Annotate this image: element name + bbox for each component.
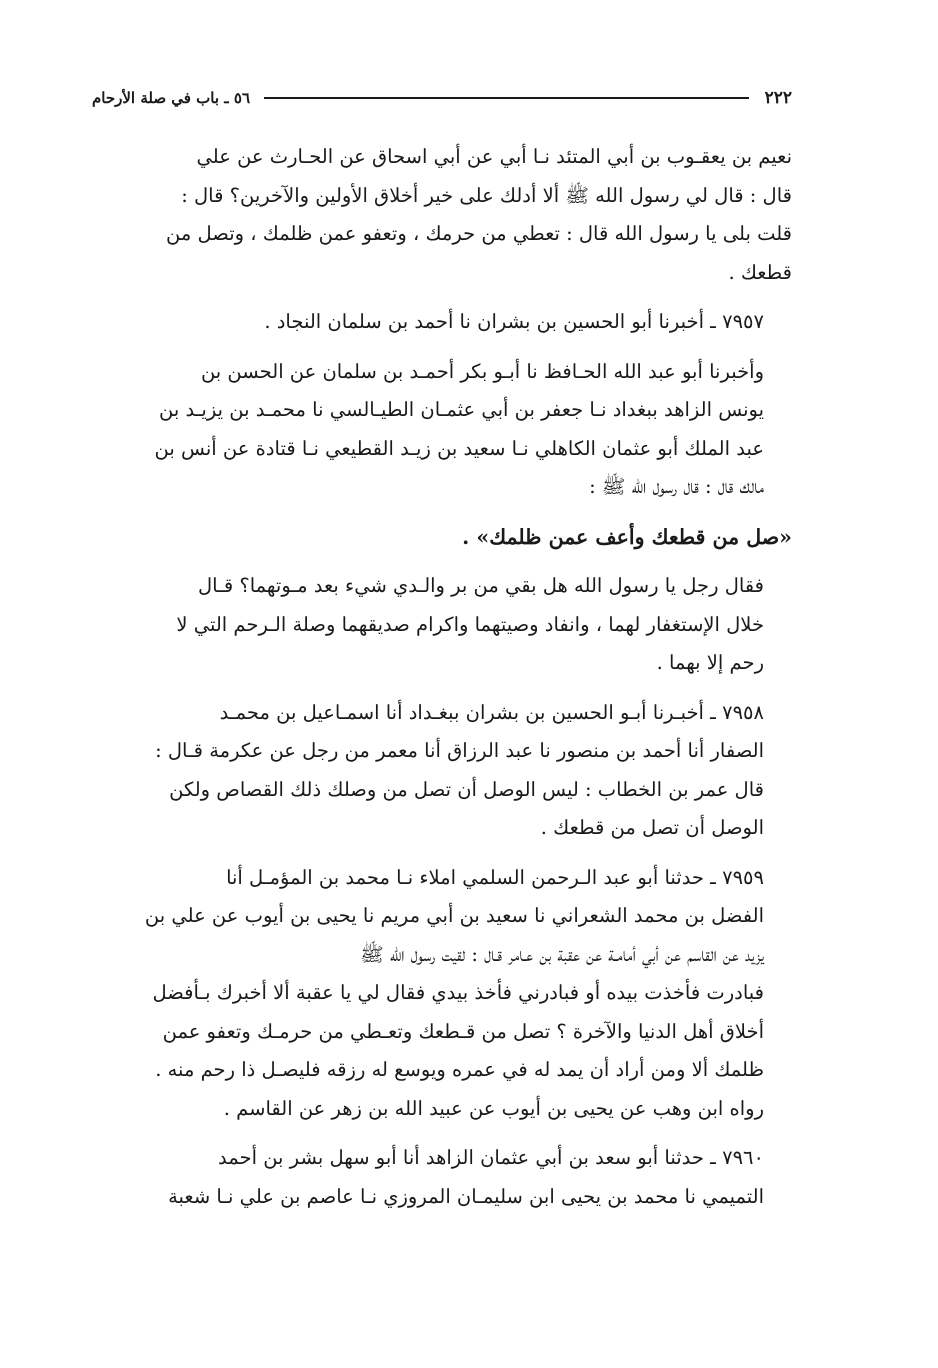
paragraph-7960 xyxy=(92,1139,792,1216)
text-line: الفضل بن محمد الشعراني نا سعيد بن أبي مريم نا يحيى بن أيوب عن علي بن xyxy=(144,904,764,927)
header-rule xyxy=(264,97,749,99)
text-line: يونس الزاهد ببغداد نـا جعفر بن أبي عثمـان الطيـالسي نا محمـد بن يزيـد بن xyxy=(159,398,764,421)
text-line: ظلمك ألا ومن أراد أن يمد له في عمره ويوسع له رزقه فليصـل ذا رحم منه . xyxy=(155,1058,764,1081)
running-header xyxy=(92,82,792,114)
paragraph-isnad xyxy=(92,353,792,507)
text-line: الوصل أن تصل من قطعك . xyxy=(540,816,764,839)
text-line: نعيم بن يعقـوب بن أبي المتئد نـا أبي عن أبي اسحاق عن الحـارث عن علي xyxy=(196,145,792,168)
text-line: ٧٩٥٩ ـ حدثنا أبو عبد الـرحمن السلمي املاء نـا محمد بن المؤمـل أنا xyxy=(226,865,764,889)
text-line: قال عمر بن الخطاب : ليس الوصل أن تصل من وصلك ذلك القصاص ولكن xyxy=(169,777,764,801)
hadith-quote xyxy=(92,518,792,557)
page-number: ٢٢٢ xyxy=(764,88,792,108)
text-line: خلال الإستغفار لهما ، وانفاد وصيتهما واكرام صديقهما وصلة الـرحم التي لا xyxy=(176,612,764,636)
text-line: «صل من قطعك وأعف عمن ظلمك» . xyxy=(462,524,792,549)
chapter-title: ٥٦ ـ باب في صلة الأرحام xyxy=(92,89,251,107)
text-line: يزيد عن القاسم عن أبي أمامـة عن عقبة بن عـامر قـال : لقيت رسول الله ﷺ xyxy=(360,942,764,966)
text-line: عبد الملك أبو عثمان الكاهلي نـا سعيد بن زيـد القطيعي نـا قتادة عن أنس بن xyxy=(154,436,764,460)
text-line: ٧٩٥٨ ـ أخبـرنا أبـو الحسين بن بشران ببغـداد أنا اسمـاعيل بن محمـد xyxy=(219,700,764,724)
text-line: رواه ابن وهب عن يحيى بن أيوب عن عبيد الله بن زهر عن القاسم . xyxy=(223,1096,764,1120)
text-line: مالك قال : قال رسول الله ﷺ : xyxy=(589,475,764,498)
paragraph-continuation xyxy=(92,138,792,292)
text-line: قال : قال لي رسول الله ﷺ ألا أدلك على خير أخلاق الأولين والآخرين؟ قال : xyxy=(181,183,792,207)
text-line: رحم إلا بهما . xyxy=(656,651,764,674)
text-line: التميمي نا محمد بن يحيى ابن سليمـان المروزي نـا عاصم بن علي نـا شعبة xyxy=(168,1184,764,1208)
text-line: قلت بلى يا رسول الله قال : تعطي من حرمك ، وتعفو عمن ظلمك ، وتصل من xyxy=(166,222,792,245)
text-line: ٧٩٦٠ ـ حدثنا أبو سعد بن أبي عثمان الزاهد أنا أبو سهل بشر بن أحمد xyxy=(218,1146,764,1169)
text-line: الصفار أنا أحمد بن منصور نا عبد الرزاق أنا معمر من رجل عن عكرمة قـال : xyxy=(155,739,764,762)
body-text xyxy=(92,138,792,1216)
paragraph-7958 xyxy=(92,694,792,848)
text-line: فقال رجل يا رسول الله هل بقي من بر والـدي شيء بعد مـوتهما؟ قـال xyxy=(198,574,764,597)
paragraph-7959 xyxy=(92,859,792,1129)
paragraph-7957 xyxy=(92,303,792,342)
text-line: وأخبرنا أبو عبد الله الحـافظ نا أبـو بكر أحمـد بن سلمان عن الحسن بن xyxy=(200,359,764,383)
text-line: ٧٩٥٧ ـ أخبرنا أبو الحسين بن بشران نا أحمد بن سلمان النجاد . xyxy=(264,310,764,333)
text-line: قطعك . xyxy=(728,260,792,284)
text-line: أخلاق أهل الدنيا والآخرة ؟ تصل من قـطعك وتعـطي من حرمـك وتعفو عمن xyxy=(162,1019,764,1043)
text-line: فبادرت فأخذت بيده أو فبادرني فأخذ بيدي فقال لي يا عقبة ألا أخبرك بـأفضل xyxy=(152,981,764,1004)
paragraph-question xyxy=(92,567,792,683)
